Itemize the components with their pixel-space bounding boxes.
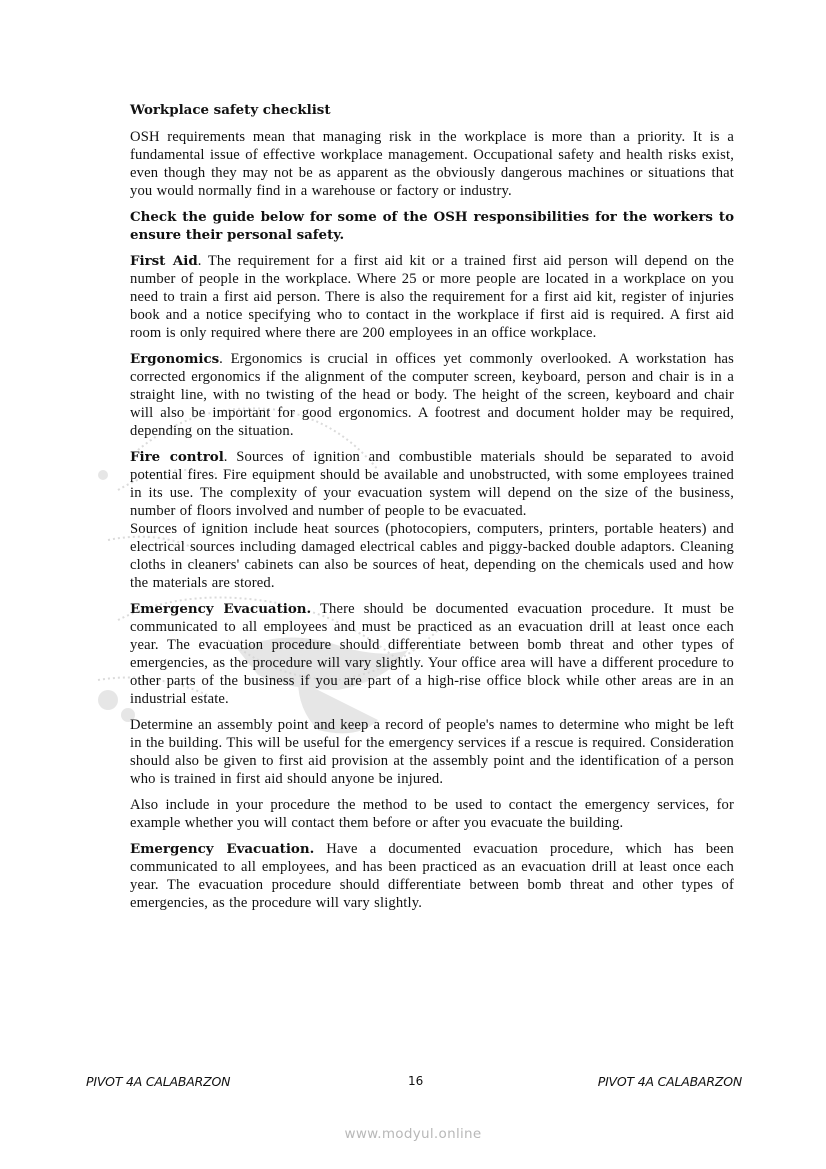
intro-paragraph: OSH requirements mean that managing risk in the workplace is more than a priority. It is a fundamental issue of effective workplace management. Occupational safety and health risks exist, even though they may not be as apparent as the obviously dangerous machines or situations that you would normally find in a warehouse or factory or industry. xyxy=(130,129,734,199)
first-aid-text: The requirement for a first aid kit or a trained first aid person will depend on the number of people in the workplace. Where 25 or more people are located in a workplace on you need to train a first aid person. There is also the requirement for a first aid kit, register of injuries book and a notice specifying who to contact in the workplace if first aid is required. A first aid room is only required where there are 200 employees in an office workplace. xyxy=(130,253,735,341)
footer-left-label: PIVOT 4A CALABARZON xyxy=(86,1074,231,1089)
final-evacuation-paragraph xyxy=(130,840,734,912)
footer-right-label: PIVOT 4A CALABARZON xyxy=(597,1074,742,1089)
ergonomics-label: Ergonomics xyxy=(130,351,220,367)
first-aid-label: First Aid xyxy=(130,253,198,269)
fire-control-paragraph: Fire control. Sources of ignition and combustible materials should be separated to avoid potential fires. Fire equipment should be available and unobstructed, with some employees trained in its use. The complexity of your evacuation system will depend on the size of the business, number of floors involved and number of people to be evacuated. xyxy=(130,449,734,519)
final-evacuation-label: Emergency Evacuation. xyxy=(130,841,315,857)
emergency-evacuation-text: There should be documented evacuation procedure. It must be communicated to all employees and must be practiced as an evacuation drill at least once each year. The evacuation procedure should differentiate between bomb threat and other types of emergencies, as the procedure will vary slightly. Your office area will have a different procedure to other parts of the business if you are part of a high-rise office block while other areas are in an industrial estate. xyxy=(130,601,734,707)
page-number: 16 xyxy=(408,1074,424,1088)
fire-control-label: Fire control xyxy=(130,449,224,465)
contact-services-paragraph: Also include in your procedure the method to be used to contact the emergency services, for example whether you will contact them before or after you evacuate the building. xyxy=(130,797,734,831)
document-body xyxy=(130,101,734,912)
first-aid-paragraph: First Aid. The requirement for a first aid kit or a trained first aid person will depend on the number of people in the workplace. Where 25 or more people are located in a workplace on you need to train a first aid person. There is also the requirement for a first aid kit, register of injuries book and a notice specifying who to contact in the workplace if first aid is required. A first aid room is only required where there are 200 employees in an office workplace. xyxy=(130,253,735,341)
ignition-sources-paragraph: Sources of ignition include heat sources (photocopiers, computers, printers, portable heaters) and electrical sources including damaged electrical cables and piggy-backed double adaptors. Cleaning cloths in cleaners' cabinets can also be sources of heat, depending on the chemicals used and how the materials are stored. xyxy=(130,521,734,591)
emergency-evacuation-paragraph xyxy=(130,600,734,708)
assembly-point-paragraph: Determine an assembly point and keep a record of people's names to determine who might be left in the building. This will be useful for the emergency services if a rescue is required. Consideration should also be given to first aid provision at the assembly point and the identification of a person who is trained in first aid should anyone be injured. xyxy=(130,717,734,787)
ergonomics-paragraph: Ergonomics. Ergonomics is crucial in offices yet commonly overlooked. A workstation has corrected ergonomics if the alignment of the computer screen, keyboard, person and chair is in a straight line, with no twisting of the head or body. The height of the screen, keyboard and chair will also be important for good ergonomics. A footrest and document holder may be required, depending on the situation. xyxy=(130,351,734,439)
page-footer xyxy=(86,1074,742,1094)
section-heading: Workplace safety checklist xyxy=(130,102,331,118)
final-evacuation-text: Have a documented evacuation procedure, which has been communicated to all employees, and has been practiced as an evacuation drill at least once each year. The evacuation procedure should differentiate between bomb threat and other types of emergencies, as the procedure will vary slightly. xyxy=(130,841,734,911)
fire-control-text: Sources of ignition and combustible materials should be separated to avoid potential fires. Fire equipment should be available and unobstructed, with some employees trained in its use. The complexity of your evacuation system will depend on the size of the business, number of floors involved and number of people to be evacuated. xyxy=(130,449,734,519)
emergency-evacuation-label: Emergency Evacuation. xyxy=(130,601,312,617)
ergonomics-text: Ergonomics is crucial in offices yet commonly overlooked. A workstation has corrected ergonomics if the alignment of the computer screen, keyboard, person and chair is in a straight line, with no twisting of the head or body. The height of the screen, keyboard and chair will also be important for good ergonomics. A footrest and document holder may be required, depending on the situation. xyxy=(130,351,734,439)
guide-heading: Check the guide below for some of the OSH responsibilities for the workers to ensure their personal safety. xyxy=(130,209,734,243)
site-watermark-link: www.modyul.online xyxy=(344,1126,482,1142)
